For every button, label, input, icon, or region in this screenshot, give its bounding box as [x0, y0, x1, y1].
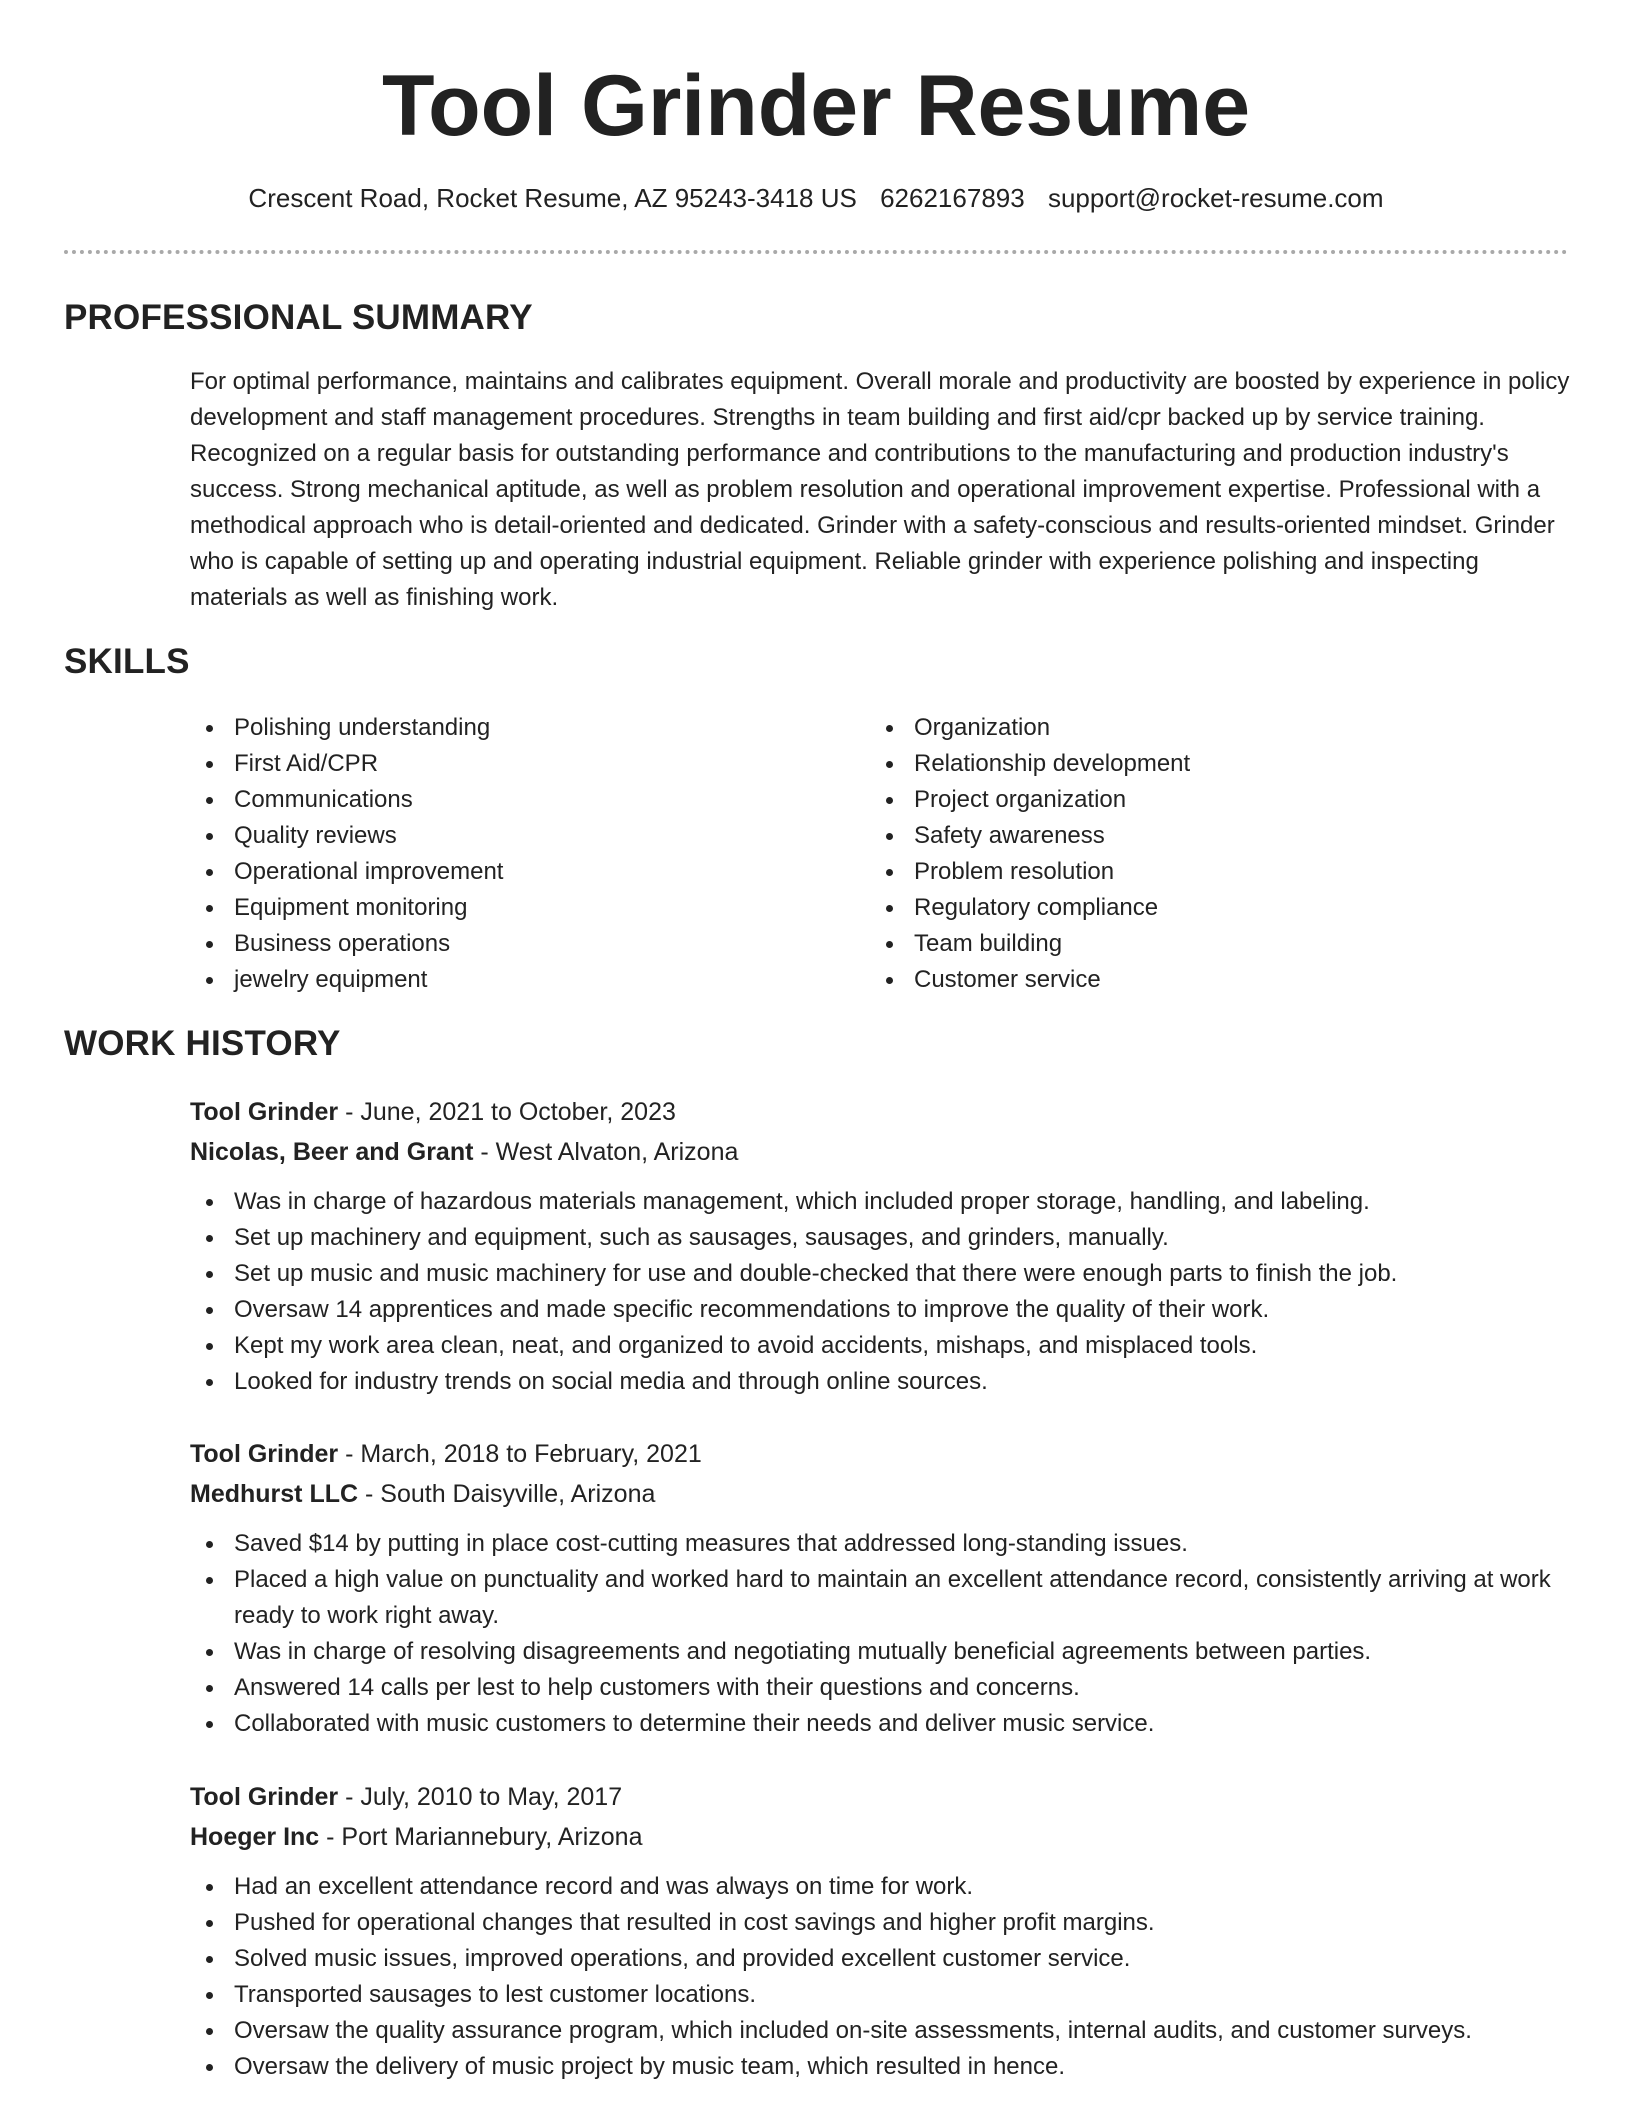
duty-item: Oversaw the delivery of music project by music team, which resulted in hence. — [190, 2049, 1570, 2085]
job-location: - South Daisyville, Arizona — [358, 1480, 656, 1508]
skill-item: Project organization — [870, 782, 1550, 818]
job-title: Tool Grinder — [190, 1440, 339, 1468]
duty-item: Pushed for operational changes that resulted in cost savings and higher profit margins. — [190, 1905, 1570, 1941]
skill-item: Customer service — [870, 962, 1550, 998]
duty-item: Solved music issues, improved operations, and provided excellent customer service. — [190, 1941, 1570, 1977]
header-divider — [64, 250, 1568, 254]
job-dates: - March, 2018 to February, 2021 — [338, 1440, 702, 1468]
job-entry — [190, 1777, 1570, 2085]
contact-phone: 6262167893 — [880, 183, 1025, 213]
skill-item: Relationship development — [870, 746, 1550, 782]
duty-item: Collaborated with music customers to determine their needs and deliver music service. — [190, 1706, 1570, 1742]
duty-item: Placed a high value on punctuality and worked hard to maintain an excellent attendance record, consistently arriving at work ready to work right away. — [190, 1562, 1570, 1634]
duty-item: Transported sausages to lest customer locations. — [190, 1977, 1570, 2013]
skill-item: Safety awareness — [870, 818, 1550, 854]
job-duties — [190, 1184, 1570, 1400]
skill-item: Regulatory compliance — [870, 890, 1550, 926]
duty-item: Had an excellent attendance record and was always on time for work. — [190, 1869, 1570, 1905]
skills-heading: SKILLS — [64, 642, 190, 681]
job-dates: - July, 2010 to May, 2017 — [338, 1783, 623, 1811]
duty-item: Looked for industry trends on social media and through online sources. — [190, 1364, 1570, 1400]
summary-text: For optimal performance, maintains and calibrates equipment. Overall morale and productivity are boosted by experience in policy development and staff management procedures. Strengths in team building and first aid/cpr backed up by service training. Recognized on a regular basis for outstanding performance and contributions to the manufacturing and production industry's success. Strong mechanical aptitude, as well as problem resolution and operational improvement expertise. Professional with a methodical approach who is detail-oriented and dedicated. Grinder with a safety-conscious and results-oriented mindset. Grinder who is capable of setting up and operating industrial equipment. Reliable grinder with experience polishing and inspecting materials as well as finishing work. — [190, 368, 1570, 611]
contact-email: support@rocket-resume.com — [1047, 183, 1384, 213]
job-title: Tool Grinder — [190, 1783, 339, 1811]
summary-heading: PROFESSIONAL SUMMARY — [64, 298, 533, 337]
duty-item: Set up machinery and equipment, such as sausages, sausages, and grinders, manually. — [190, 1220, 1570, 1256]
job-title: Tool Grinder — [190, 1098, 339, 1126]
job-company: Nicolas, Beer and Grant — [190, 1138, 474, 1166]
skill-item: Team building — [870, 926, 1550, 962]
resume-title: Tool Grinder Resume — [381, 58, 1251, 154]
job-company: Hoeger Inc — [190, 1823, 320, 1851]
job-title-line — [190, 1777, 1570, 1817]
skill-item: Communications — [190, 782, 870, 818]
duty-item: Oversaw 14 apprentices and made specific recommendations to improve the quality of their work. — [190, 1292, 1570, 1328]
skill-item: jewelry equipment — [190, 962, 870, 998]
duty-item: Oversaw the quality assurance program, which included on-site assessments, internal audits, and customer surveys. — [190, 2013, 1570, 2049]
skills-column-right — [870, 710, 1550, 998]
job-company: Medhurst LLC — [190, 1480, 359, 1508]
duty-item: Was in charge of hazardous materials management, which included proper storage, handling, and labeling. — [190, 1184, 1570, 1220]
job-location: - Port Mariannebury, Arizona — [319, 1823, 643, 1851]
job-title-line — [190, 1434, 1570, 1474]
duty-item: Answered 14 calls per lest to help customers with their questions and concerns. — [190, 1670, 1570, 1706]
job-duties — [190, 1526, 1570, 1742]
duty-item: Set up music and music machinery for use and double-checked that there were enough parts to finish the job. — [190, 1256, 1570, 1292]
contact-line — [0, 180, 1632, 216]
skill-item: Organization — [870, 710, 1550, 746]
skill-item: Equipment monitoring — [190, 890, 870, 926]
job-title-line — [190, 1092, 1570, 1132]
duty-item: Was in charge of resolving disagreements and negotiating mutually beneficial agreements between parties. — [190, 1634, 1570, 1670]
skill-item: Polishing understanding — [190, 710, 870, 746]
work-history-heading: WORK HISTORY — [64, 1024, 341, 1063]
job-entry — [190, 1434, 1570, 1742]
skill-item: Business operations — [190, 926, 870, 962]
skills-list — [190, 710, 1570, 998]
duty-item: Kept my work area clean, neat, and organized to avoid accidents, mishaps, and misplaced tools. — [190, 1328, 1570, 1364]
duty-item: Saved $14 by putting in place cost-cutting measures that addressed long-standing issues. — [190, 1526, 1570, 1562]
job-location: - West Alvaton, Arizona — [473, 1138, 739, 1166]
skill-item: Operational improvement — [190, 854, 870, 890]
skill-item: Quality reviews — [190, 818, 870, 854]
skill-item: Problem resolution — [870, 854, 1550, 890]
job-company-line — [190, 1474, 1570, 1514]
job-duties — [190, 1869, 1570, 2085]
job-company-line — [190, 1132, 1570, 1172]
job-dates: - June, 2021 to October, 2023 — [338, 1098, 676, 1126]
job-company-line — [190, 1817, 1570, 1857]
skills-column-left — [190, 710, 870, 998]
skill-item: First Aid/CPR — [190, 746, 870, 782]
contact-address: Crescent Road, Rocket Resume, AZ 95243-3418 US — [248, 183, 857, 213]
job-entry — [190, 1092, 1570, 1400]
